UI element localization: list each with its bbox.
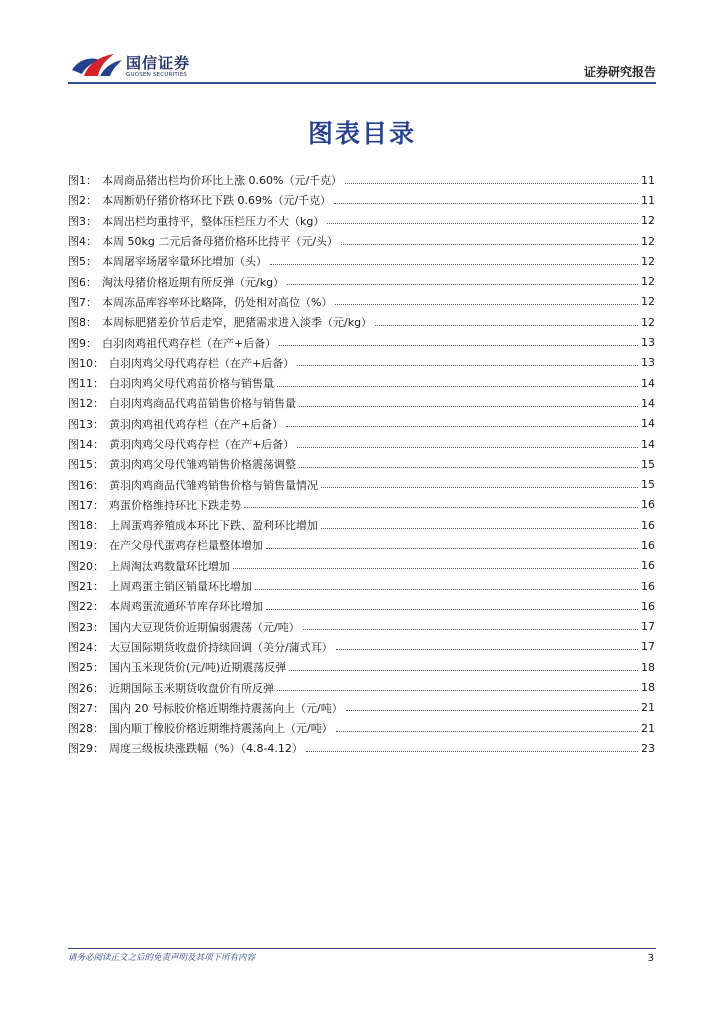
- toc-page-number: 21: [641, 721, 655, 735]
- toc-page-number: 13: [641, 356, 655, 370]
- toc-figure-title: 上周鸡蛋主销区销量环比增加: [109, 580, 252, 594]
- toc-page-number: 14: [641, 396, 655, 410]
- toc-figure-title: 黄羽肉鸡父母代鸡存栏（在产+后备）: [109, 438, 295, 451]
- toc-page-number: 15: [641, 478, 655, 492]
- toc-entry[interactable]: [68, 434, 655, 454]
- toc-page-number: 16: [641, 498, 655, 512]
- toc-page-number: 16: [641, 518, 655, 532]
- toc-entry[interactable]: [68, 231, 655, 251]
- toc-entry[interactable]: [68, 637, 655, 657]
- toc-dot-leader: [286, 416, 638, 427]
- toc-dot-leader: [299, 457, 638, 468]
- logo-chinese-name: 国信证券: [126, 54, 191, 72]
- toc-entry[interactable]: [68, 556, 655, 576]
- toc-figure-title: 黄羽肉鸡商品代雏鸡销售价格与销售量情况: [109, 478, 318, 492]
- toc-dot-leader: [327, 213, 638, 224]
- toc-figure-number: 图24：: [68, 640, 104, 654]
- toc-entry[interactable]: [68, 454, 655, 474]
- toc-page-number: 12: [641, 315, 655, 329]
- toc-figure-number: 图20：: [68, 559, 104, 573]
- toc-entry[interactable]: [68, 292, 655, 312]
- toc-figure-number: 图17：: [68, 498, 104, 512]
- toc-dot-leader: [306, 741, 638, 752]
- toc-page-number: 13: [641, 336, 655, 350]
- toc-page-number: 16: [641, 559, 655, 573]
- toc-figure-number: 图9：: [68, 336, 97, 350]
- toc-page-number: 16: [641, 538, 655, 552]
- guosen-logo-icon: [70, 50, 124, 80]
- toc-figure-title: 本周商品猪出栏均价环比上涨 0.60%（元/千克）: [102, 174, 343, 188]
- toc-figure-title: 白羽肉鸡父母代鸡苗价格与销售量: [109, 377, 274, 391]
- toc-page-number: 16: [641, 599, 655, 613]
- toc-page-number: 17: [641, 640, 655, 654]
- toc-entry[interactable]: [68, 657, 655, 677]
- toc-page-number: 12: [641, 275, 655, 289]
- toc-dot-leader: [375, 315, 638, 326]
- page-title: 图表目录: [307, 119, 416, 148]
- toc-figure-title: 本周 50kg 二元后备母猪价格环比持平（元/头）: [102, 235, 339, 249]
- toc-page-number: 11: [641, 193, 655, 207]
- toc-figure-title: 本周断奶仔猪价格环比下跌 0.69%（元/千克）: [102, 194, 332, 208]
- toc-figure-title: 国内玉米现货价(元/吨)近期震荡反弹: [109, 661, 287, 675]
- toc-dot-leader: [345, 173, 638, 184]
- toc-figure-number: 图4：: [68, 235, 97, 249]
- toc-figure-title: 本周冻品库容率环比略降，仍处相对高位（%）: [102, 295, 333, 309]
- toc-figure-number: 图2：: [68, 194, 97, 208]
- toc-figure-title: 白羽肉鸡商品代鸡苗销售价格与销售量: [109, 397, 296, 411]
- toc-page-number: 18: [641, 660, 655, 674]
- toc-figure-number: 图6：: [68, 275, 97, 289]
- toc-figure-number: 图13：: [68, 417, 104, 431]
- toc-figure-number: 图14：: [68, 438, 104, 451]
- toc-dot-leader: [255, 579, 638, 590]
- toc-entry[interactable]: [68, 515, 655, 535]
- toc-figure-number: 图5：: [68, 255, 97, 269]
- toc-figure-title: 国内 20 号标胶价格近期维持震荡向上（元/吨）: [109, 701, 343, 715]
- toc-entry[interactable]: [68, 414, 655, 434]
- toc-dot-leader: [266, 599, 638, 610]
- footer-disclaimer: 请务必阅读正文之后的免责声明及其项下所有内容: [68, 953, 256, 963]
- toc-dot-leader: [289, 660, 638, 671]
- toc-dot-leader: [279, 335, 638, 346]
- toc-figure-number: 图28：: [68, 722, 104, 736]
- toc-page-number: 17: [641, 620, 655, 634]
- toc-page-number: 23: [641, 741, 655, 755]
- toc-figure-number: 图7：: [68, 295, 97, 309]
- footer-divider: [68, 948, 656, 949]
- toc-page-number: 12: [641, 214, 655, 228]
- toc-dot-leader: [297, 437, 638, 448]
- toc-figure-number: 图8：: [68, 316, 97, 330]
- toc-figure-title: 上周淘汰鸡数量环比增加: [109, 559, 230, 573]
- toc-entry[interactable]: [68, 312, 655, 332]
- toc-entry[interactable]: [68, 170, 655, 190]
- toc-figure-title: 黄羽肉鸡父母代雏鸡销售价格震荡调整: [109, 458, 296, 472]
- report-type-label: 证券研究报告: [583, 65, 656, 79]
- toc-figure-number: 图25：: [68, 661, 104, 675]
- figure-table-of-contents: [68, 170, 655, 759]
- toc-figure-number: 图27：: [68, 701, 104, 715]
- toc-entry[interactable]: [68, 211, 655, 231]
- toc-entry[interactable]: [68, 617, 655, 637]
- toc-figure-number: 图3：: [68, 214, 97, 228]
- toc-figure-number: 图18：: [68, 519, 104, 533]
- toc-dot-leader: [303, 619, 638, 630]
- toc-entry[interactable]: [68, 332, 655, 352]
- toc-figure-title: 白羽肉鸡祖代鸡存栏（在产+后备）: [102, 336, 277, 350]
- toc-page-number: 11: [641, 173, 655, 187]
- toc-page-number: 12: [641, 254, 655, 268]
- toc-figure-number: 图23：: [68, 620, 104, 634]
- toc-entry[interactable]: [68, 677, 655, 697]
- toc-entry[interactable]: [68, 373, 655, 393]
- toc-dot-leader: [336, 639, 638, 650]
- toc-figure-number: 图10：: [68, 356, 104, 370]
- toc-dot-leader: [299, 396, 638, 407]
- toc-page-number: 18: [641, 681, 655, 695]
- toc-entry[interactable]: [68, 596, 655, 616]
- toc-page-number: 15: [641, 457, 655, 471]
- toc-figure-title: 近期国际玉米期货收盘价有所反弹: [109, 681, 274, 695]
- toc-dot-leader: [297, 355, 638, 366]
- toc-figure-title: 本周屠宰场屠宰量环比增加（头）: [102, 255, 267, 269]
- guosen-logo: [68, 48, 208, 86]
- toc-figure-title: 黄羽肉鸡祖代鸡存栏（在产+后备）: [109, 417, 284, 431]
- toc-page-number: 12: [641, 234, 655, 248]
- toc-dot-leader: [321, 477, 638, 488]
- toc-dot-leader: [277, 376, 638, 387]
- toc-entry[interactable]: [68, 718, 655, 738]
- toc-figure-number: 图1：: [68, 174, 97, 188]
- toc-page-number: 14: [641, 417, 655, 431]
- toc-figure-number: 图11：: [68, 377, 104, 391]
- toc-page-number: 14: [641, 376, 655, 390]
- toc-figure-title: 鸡蛋价格维持环比下跌走势: [109, 498, 241, 512]
- toc-dot-leader: [270, 254, 638, 265]
- toc-entry[interactable]: [68, 576, 655, 596]
- toc-dot-leader: [336, 721, 638, 732]
- toc-dot-leader: [335, 294, 638, 305]
- toc-dot-leader: [321, 518, 638, 529]
- toc-entry[interactable]: [68, 353, 655, 373]
- toc-figure-title: 本周鸡蛋流通环节库存环比增加: [109, 600, 263, 614]
- toc-dot-leader: [334, 193, 638, 204]
- toc-entry[interactable]: [68, 251, 655, 271]
- toc-entry[interactable]: [68, 474, 655, 494]
- logo-english-name: GUOSEN SECURITIES: [126, 72, 188, 78]
- toc-dot-leader: [346, 700, 638, 711]
- toc-entry[interactable]: [68, 393, 655, 413]
- toc-figure-number: 图29：: [68, 742, 104, 756]
- toc-dot-leader: [233, 558, 638, 569]
- page-number: 3: [647, 953, 654, 964]
- toc-dot-leader: [341, 234, 638, 245]
- toc-entry[interactable]: [68, 738, 655, 758]
- toc-page-number: 14: [641, 437, 655, 451]
- header-divider: [68, 82, 656, 84]
- toc-figure-number: 图16：: [68, 478, 104, 492]
- toc-page-number: 16: [641, 579, 655, 593]
- toc-figure-number: 图15：: [68, 458, 104, 472]
- toc-entry[interactable]: [68, 698, 655, 718]
- toc-figure-title: 大豆国际期货收盘价持续回调（美分/蒲式耳）: [109, 640, 333, 654]
- toc-figure-number: 图22：: [68, 600, 104, 614]
- toc-figure-title: 本周标肥猪差价节后走窄，肥猪需求进入淡季（元/kg）: [102, 316, 373, 330]
- toc-entry[interactable]: [68, 190, 655, 210]
- toc-dot-leader: [244, 497, 638, 508]
- toc-figure-number: 图26：: [68, 681, 104, 695]
- toc-figure-title: 国内大豆现货价近期偏弱震荡（元/吨）: [109, 620, 300, 634]
- toc-entry[interactable]: [68, 271, 655, 291]
- toc-page-number: 12: [641, 295, 655, 309]
- toc-figure-title: 在产父母代蛋鸡存栏量整体增加: [109, 539, 263, 553]
- toc-dot-leader: [266, 538, 638, 549]
- toc-figure-title: 淘汰母猪价格近期有所反弹（元/kg）: [102, 275, 285, 289]
- toc-figure-number: 图12：: [68, 397, 104, 411]
- toc-dot-leader: [277, 680, 638, 691]
- toc-dot-leader: [287, 274, 638, 285]
- toc-figure-title: 周度三级板块涨跌幅（%）（4.8-4.12）: [109, 742, 303, 756]
- toc-entry[interactable]: [68, 535, 655, 555]
- toc-figure-title: 本周出栏均重持平，整体压栏压力不大（kg）: [102, 214, 325, 228]
- toc-figure-title: 白羽肉鸡父母代鸡存栏（在产+后备）: [109, 356, 295, 370]
- toc-figure-title: 上周蛋鸡养殖成本环比下跌、盈利环比增加: [109, 519, 318, 533]
- toc-page-number: 21: [641, 701, 655, 715]
- toc-figure-number: 图21：: [68, 580, 104, 594]
- toc-figure-title: 国内顺丁橡胶价格近期维持震荡向上（元/吨）: [109, 722, 333, 736]
- toc-figure-number: 图19：: [68, 539, 104, 553]
- toc-entry[interactable]: [68, 495, 655, 515]
